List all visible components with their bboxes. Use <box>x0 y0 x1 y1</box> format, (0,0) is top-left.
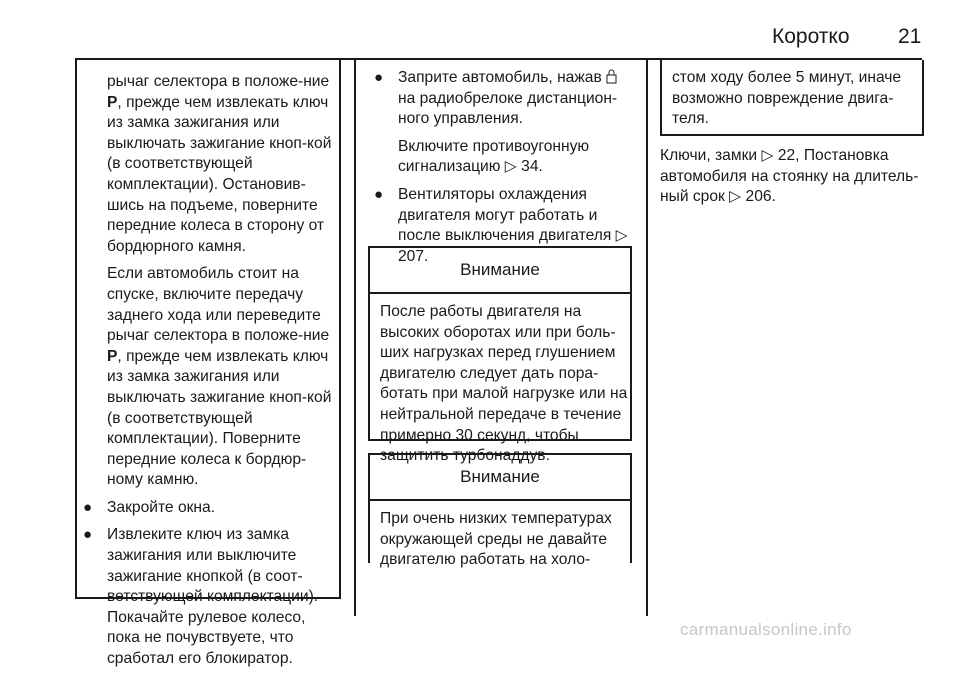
bullet-dot-icon: ● <box>374 185 384 203</box>
ref-arrow-icon: ▷ <box>504 158 517 176</box>
alarm-paragraph: Включите противоугонную сигнализацию ▷ 34. <box>398 137 590 176</box>
notice-box-continued-2 <box>660 60 924 136</box>
bullet-dot-icon: ● <box>374 69 384 86</box>
bullet-remove-key: ● Извлеките ключ из замка зажигания или выключите зажигание кнопкой (в соот-ветствующей комплектации). Покачайте рулевое колесо, пока не почувствуете, что сработал его блокиратор. <box>83 526 319 668</box>
bullet-lock-vehicle: ● Заприте автомобиль, нажав на радиобрелоке дистанцион-ного управления. <box>374 69 618 128</box>
lock-icon <box>606 69 617 84</box>
cross-reference-paragraph: Ключи, замки ▷ 22, Постановка автомобиля на стоянку на длитель-ный срок ▷ 206. <box>660 147 919 206</box>
warning-box-turbo <box>368 246 632 465</box>
notice-paragraph-1: рычаг селектора в положе-ние P, прежде чем извлекать ключ из замка зажигания или выключать зажигание кноп-кой (в соответствующей комплектации). Остановив-шись на подъеме, поверните передние колеса в сторону от бордюрного камня. <box>107 73 332 255</box>
notice-continuation-text: стом ходу более 5 минут, иначе возможно повреждение двига-теля. <box>672 69 902 128</box>
bullet-dot-icon: ● <box>83 526 93 544</box>
bullet-close-windows: ● Закройте окна. <box>77 498 335 519</box>
ref-arrow-icon: ▷ <box>615 227 628 245</box>
notice-box-continued <box>75 60 341 668</box>
warning-title: Внимание <box>370 455 630 501</box>
ref-arrow-icon: ▷ <box>729 188 742 206</box>
page-number: 21 <box>898 25 922 48</box>
bullet-dot-icon: ● <box>83 498 93 516</box>
column-divider-1 <box>354 60 356 616</box>
watermark: carmanualsonline.info <box>680 620 852 639</box>
bullet-cooling-fans: ● Вентиляторы охлаждения двигателя могут работать и после выключения двигателя ▷ 207. <box>374 185 628 265</box>
warning-body: При очень низких температурах окружающей среды не давайте двигателю работать на холо- <box>380 510 612 569</box>
notice-paragraph-2: Если автомобиль стоит на спуске, включите передачу заднего хода или переведите рычаг селектора в положе-ние P, прежде чем извлекать ключ из замка зажигания или выключать зажигание кноп-кой (в соответствующей комплектации). Поверните передние колеса к бордюр-ному камню. <box>107 265 332 489</box>
warning-body: После работы двигателя на высоких оборотах или при боль-ших нагрузках перед глушением двигателю следует дать пора-ботать при малой нагрузке или на нейтральной передаче в течение примерно 30 секунд, чтобы защитить турбонаддув. <box>380 303 628 465</box>
ref-arrow-icon: ▷ <box>761 147 774 164</box>
warning-box-cold <box>368 453 632 569</box>
page-header-title: Коротко <box>772 25 850 48</box>
column-divider-2 <box>646 60 648 616</box>
warning-title: Внимание <box>370 248 630 294</box>
